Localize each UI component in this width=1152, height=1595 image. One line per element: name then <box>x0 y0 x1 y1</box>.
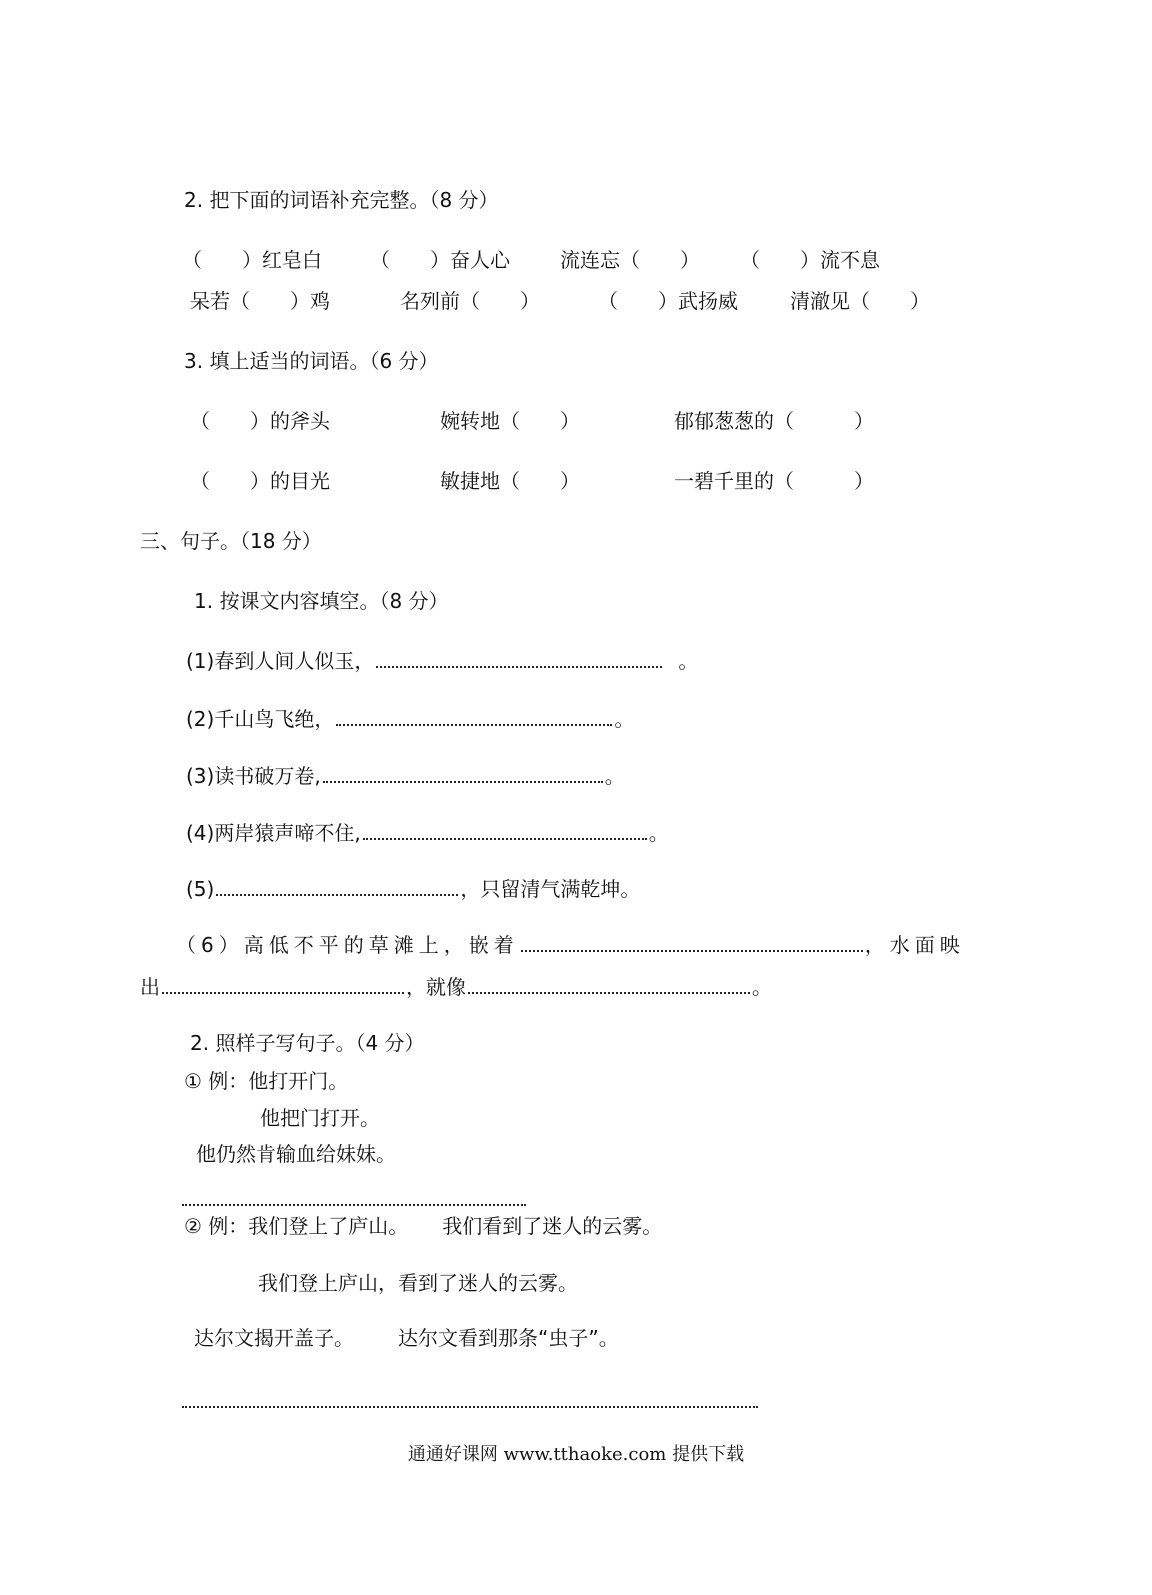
fill-6-text: （6）高低不平的草滩上，嵌着 <box>176 933 519 957</box>
answer-blank-1[interactable] <box>376 648 662 668</box>
example-2 <box>184 1213 662 1239</box>
fill-5-text: (5) <box>186 877 215 901</box>
phrase-5: 敏捷地（ ） <box>440 469 580 493</box>
task-2 <box>194 1325 619 1351</box>
fill-4-text: (4)两岸猿声啼不住, <box>186 821 361 845</box>
fill-2-text: (2)千山鸟飞绝， <box>186 707 335 731</box>
task-1: 他仍然肯输血给妹妹。 <box>196 1142 396 1166</box>
phrase-3: 郁郁葱葱的（ ） <box>674 409 874 433</box>
fill-6-line-1 <box>176 932 965 958</box>
fill-5 <box>186 876 640 902</box>
fill-1 <box>186 648 698 674</box>
phrase-6: 一碧千里的（ ） <box>674 469 874 493</box>
example-2-b: 我们看到了迷人的云雾。 <box>442 1214 663 1238</box>
task-1-blank[interactable] <box>182 1186 526 1206</box>
fill-3-text: (3)读书破万卷, <box>186 764 321 788</box>
answer-blank-2[interactable] <box>336 706 612 726</box>
idiom-2: （ ）奋人心 <box>370 248 510 272</box>
rewrite-title: 2. 照样子写句子。（4 分） <box>190 1031 425 1055</box>
task-2-blank[interactable] <box>182 1388 758 1408</box>
example-1-answer: 他把门打开。 <box>260 1106 380 1130</box>
answer-blank-5[interactable] <box>216 876 458 896</box>
fill-1-end: 。 <box>678 649 699 673</box>
fill-1-text: (1)春到人间人似玉， <box>186 649 375 673</box>
fill-5-end: ，只留清气满乾坤。 <box>460 877 641 901</box>
task-1-blank-line[interactable] <box>182 1186 526 1212</box>
footer-credit: 通通好课网 www.tthaoke.com 提供下载 <box>407 1444 745 1465</box>
answer-blank-4[interactable] <box>363 820 647 840</box>
idiom-8: 清澈见（ ） <box>790 289 930 313</box>
fill-4-end: 。 <box>648 821 669 845</box>
fill-2 <box>186 706 634 732</box>
task-2-blank-line[interactable] <box>182 1388 758 1414</box>
idiom-3: 流连忘（ ） <box>560 248 700 272</box>
idiom-4: （ ）流不息 <box>740 248 880 272</box>
idiom-7: （ ）武扬威 <box>598 289 738 313</box>
answer-blank-3[interactable] <box>323 763 603 783</box>
example-1: ① 例：他打开门。 <box>184 1069 349 1093</box>
fill-3 <box>186 763 625 789</box>
example-2-answer: 我们登上庐山，看到了迷人的云雾。 <box>258 1271 578 1295</box>
fill-6-text-d: ，就像 <box>406 975 466 999</box>
answer-blank-6b[interactable] <box>162 974 404 994</box>
answer-blank-6c[interactable] <box>468 974 750 994</box>
idiom-1: （ ）红皂白 <box>182 248 322 272</box>
idiom-5: 呆若（ ）鸡 <box>190 289 330 313</box>
idiom-6: 名列前（ ） <box>400 289 540 313</box>
fill-6-text-c: 出 <box>140 975 160 999</box>
fill-6-end: 。 <box>752 975 772 999</box>
phrase-2: 婉转地（ ） <box>440 409 580 433</box>
question-2-title: 2. 把下面的词语补充完整。（8 分） <box>184 188 499 212</box>
fill-6-text-b: ，水面映 <box>864 933 965 957</box>
fill-6-line-2 <box>140 974 772 1000</box>
task-2-a: 达尔文揭开盖子。 <box>194 1326 354 1350</box>
fill-in-title: 1. 按课文内容填空。（8 分） <box>194 589 449 613</box>
example-2-a: ② 例：我们登上了庐山。 <box>184 1214 409 1238</box>
fill-2-end: 。 <box>614 707 635 731</box>
fill-4 <box>186 820 669 846</box>
task-2-b: 达尔文看到那条“虫子”。 <box>398 1326 619 1350</box>
fill-3-end: 。 <box>604 764 625 788</box>
section-3-title: 三、句子。（18 分） <box>140 529 322 553</box>
phrase-4: （ ）的目光 <box>190 469 330 493</box>
question-3-title: 3. 填上适当的词语。（6 分） <box>184 349 439 373</box>
answer-blank-6a[interactable] <box>521 932 863 952</box>
phrase-1: （ ）的斧头 <box>190 409 330 433</box>
